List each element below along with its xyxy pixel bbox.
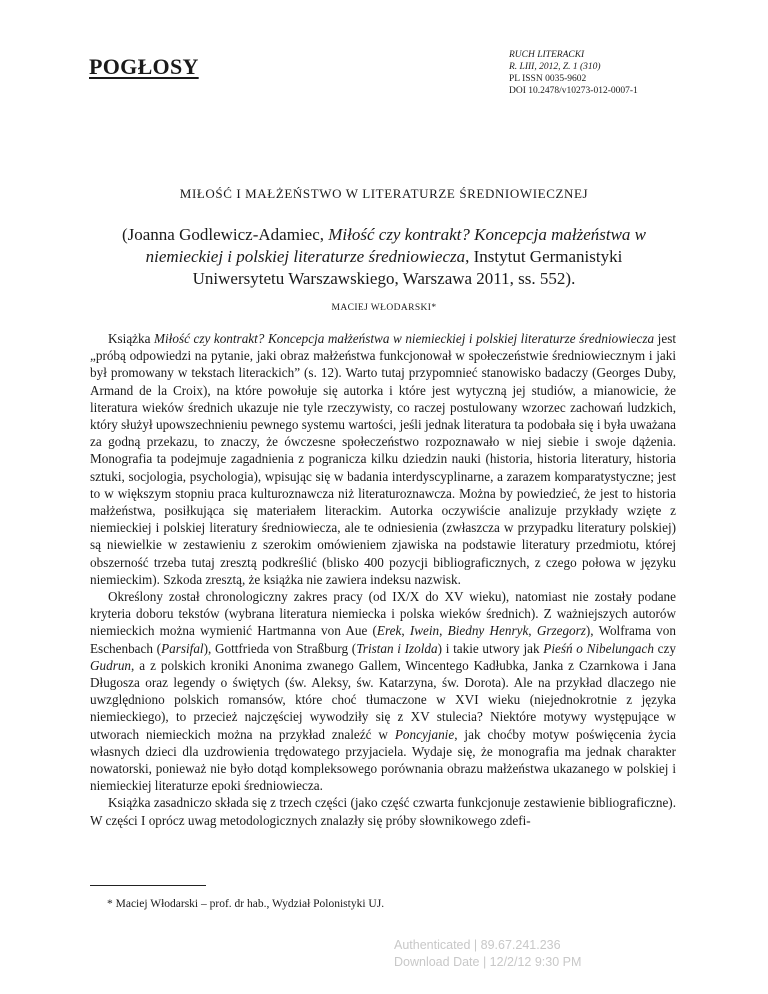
italic-title-run: Tristan i Izolda [356,640,438,656]
italic-title-run: Poncyjanie [394,726,455,742]
review-open: (Joanna Godlewicz-Adamiec, [121,225,329,244]
text-run: ), Gottfrieda von Straßburg ( [203,640,357,656]
footnote-divider [90,885,206,886]
journal-meta [509,49,638,97]
text-run: jest „próbą odpowiedzi na pytanie, jaki obraz małżeństwa funkcjonował w społeczeństwie średniowiecznym i jaki był promowany w tekstach literackich” (s. 12). Warto tutaj przypomnieć stanowisko badaczy (Georges Duby, Armand de la Croix), na które powołuje się autorka i które jest wytyczną jej studiów, a mianowicie, że literatura wieków średnich ukazuje nie tyle rzeczywisty, co raczej postulowany wzorzec zachowań ludzkich, który służył upowszechnieniu pewnego systemu wartości, jeśli jednak literatura ta podobała się i była uważana za godną przekazu, to znaczy, że ówczesne społeczeństwo rozpoznawało w niej siebie i swoje dążenia. Monografia ta podejmuje zagadnienia z pogranicza kilku dziedzin nauki (historia, historia literatury, historia sztuki, socjologia, psychologia), wpisując się w badania interdyscyplinarne, a zarazem komparatystyczne; jest to w większym stopniu praca kulturoznawcza niż literaturoznawcza. Można by powiedzieć, że jest to historia małżeństwa, posiłkująca się materiałem literackim. Autorka oczywiście analizuje przykłady wzięte z niemieckiej i polskiej literatury średniowiecza, ale te odniesienia (zwłaszcza w przypadku literatury polskiej) są niewielkie w zestawieniu z szerokim omówieniem zjawiska na podstawie literatury przedmiotu, której obszerność trzeba tutaj zresztą podkreślić (blisko 400 pozycji bibliograficznych, z czego połowa w języku niemieckim). Szkoda zresztą, że książka nie zawiera indeksu nazwisk. [90,331,676,587]
text-run: Określony został chronologiczny zakres pracy (od IX/X do XV wieku), natomiast nie zostały podane kryteria doboru tekstów (wybrana literatura niemiecka i polska wieków średnich). Z ważniejszych autorów niemieckich można wymienić Hartmanna von Aue ( [90,589,676,639]
doi: DOI 10.2478/v10273-012-0007-1 [509,86,638,96]
journal-volume: R. LIII, 2012, Z. 1 (310) [509,62,601,72]
review-publisher: , Instytut Germanistyki Uniwersytetu Warszawskiego, Warszawa 2011, ss. 552). [192,247,623,288]
footnote: * Maciej Włodarski – prof. dr hab., Wydział Polonistyki UJ. [107,898,385,910]
text-run: , [528,623,537,639]
italic-title-run: Parsifal [161,640,204,656]
article-body [90,330,676,829]
paragraph-1 [90,330,676,588]
text-run: ) i takie utwory jak [437,640,544,656]
reviewed-book-title: Miłość czy kontrakt? Koncepcja małżeństwa w niemieckiej i polskiej literaturze średniowiecza [145,225,647,266]
text-run: Książka zasadniczo składa się z trzech części (jako część czwarta funkcjonuje zestawienie bibliograficzne). W części I oprócz uwag metodologicznych znalazły się próby słownikowego zdefi- [90,795,676,828]
text-run: , a z polskich kroniki Anonima zwanego Gallem, Wincentego Kadłubka, Janka z Czarnkowa i Jana Długosza oraz legendy o świętych (św. Aleksy, św. Katarzyna, św. Dorota). Ale na przykład dlaczego nie uwzględniono polskich romansów, które choć tłumaczone w XVI wieku (niejednokrotnie z języka niemieckiego), to przecież najczęściej wywodziły się z XV stulecia? Niektóre motywy występujące w utworach niemieckich można na przykład znaleźć w [90,657,676,742]
article-author: MACIEJ WŁODARSKI* [331,303,437,313]
italic-title-run: Iwein [409,623,440,639]
article-title: MIŁOŚĆ I MAŁŻEŃSTWO W LITERATURZE ŚREDNIOWIECZNEJ [179,186,589,201]
italic-title-run: Gudrun [90,657,132,673]
download-watermark [394,937,581,971]
text-run: Książka [108,331,155,346]
italic-title-run: Erek [376,623,402,639]
text-run: czy [653,640,676,656]
text-run: ), Wolframa von Eschenbach ( [90,623,676,656]
reviewed-book-info [110,224,658,290]
section-label: POGŁOSY [89,54,199,79]
text-run: , [439,623,448,639]
italic-title-run: Pieśń o Nibelungach [543,640,654,656]
watermark-download-date: Download Date | 12/2/12 9:30 PM [394,955,582,969]
text-run: , jak choćby motyw poświęcenia życia własnych dzieci dla uzdrowienia trędowatego przyjaciela. Wydaje się, że monografia ma jednak charakter nowatorski, ponieważ nie było dotąd kompleksowego porównania obrazu małżeństwa ukazanego w polskiej i niemieckiej literaturze epoki średniowiecza. [90,726,676,794]
issn: PL ISSN 0035-9602 [509,74,587,84]
paragraph-2 [90,588,676,794]
journal-name: RUCH LITERACKI [509,50,585,60]
italic-title-run: Biedny Henryk [447,623,529,639]
watermark-authenticated: Authenticated | 89.67.241.236 [394,938,561,952]
italic-title-run: Grzegorz [536,623,586,639]
italic-title-run: Miłość czy kontrakt? Koncepcja małżeństwa w niemieckiej i polskiej literaturze średniowiecza [154,331,655,346]
text-run: , [401,623,410,639]
paragraph-3 [90,794,676,828]
